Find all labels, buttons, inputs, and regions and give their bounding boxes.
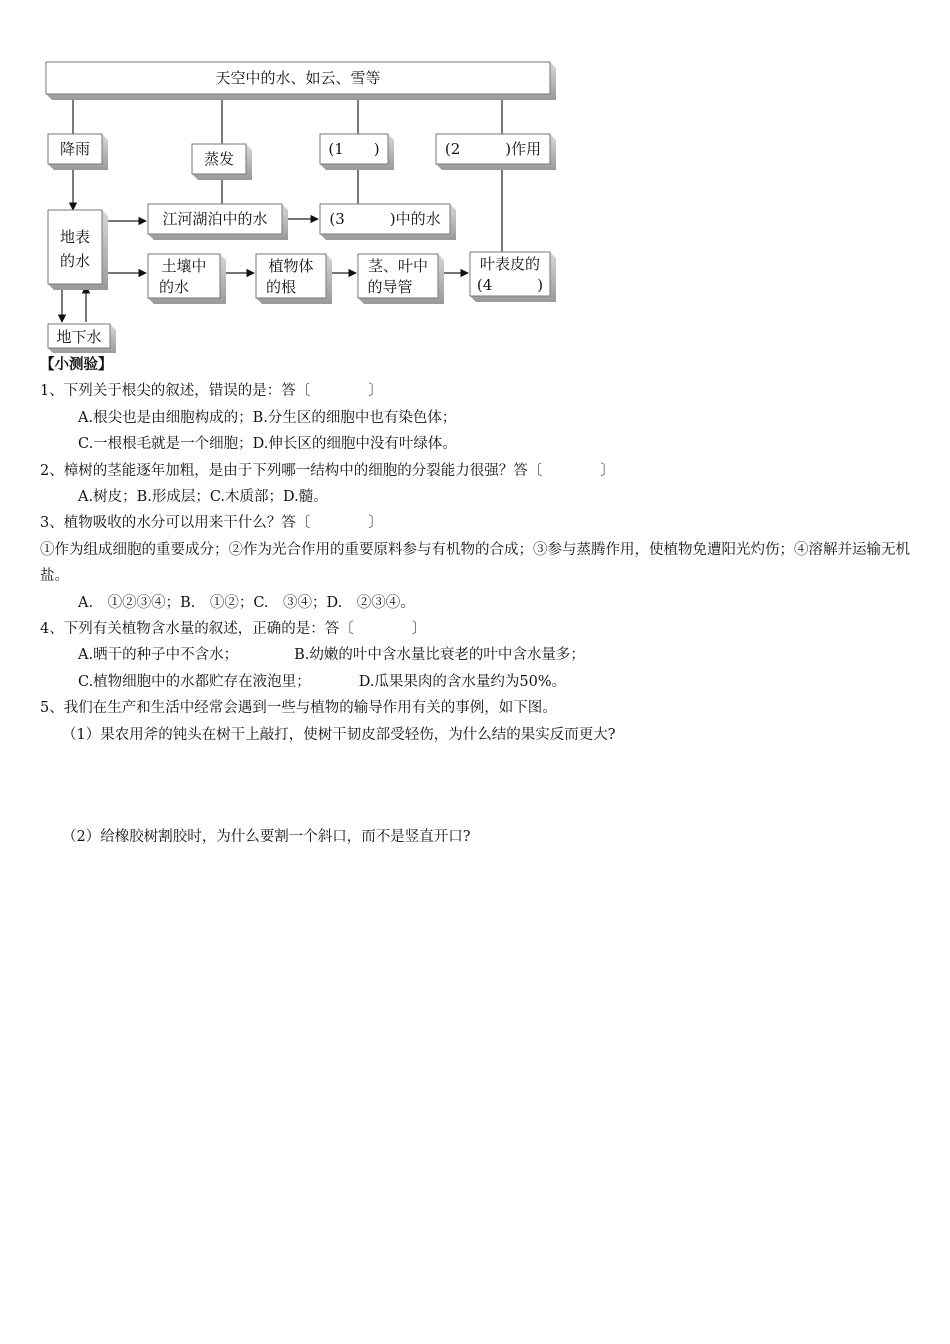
groundwater-box [48,324,116,353]
q4-options-cd [40,669,910,695]
q3-stem: 3、植物吸收的水分可以用来干什么？答〔 〕 [40,515,383,532]
blank-2-box [436,134,556,170]
evaporation-label: 蒸发 [203,150,235,168]
blank-1-box [320,134,394,170]
quiz-heading: 【小测验】 [40,357,113,373]
q4-option-b: B.幼嫩的叶中含水量比衰老的叶中含水量多； [294,647,585,664]
q4-option-d: D.瓜果果肉的含水量约为50%。 [358,673,567,690]
q2-options: A.树皮；B.形成层；C.木质部；D.髓。 [78,489,328,506]
surface-water-label-1: 地表 [59,228,91,246]
q5-sub-2: （2）给橡胶树割胶时，为什么要割一个斜口，而不是竖直开口? [62,829,471,846]
plant-root-label-2: 的根 [265,278,297,296]
groundwater-label: 地下水 [56,328,102,346]
q4-option-a: A.晒干的种子中不含水； [78,647,239,664]
q2-stem: 2、樟树的茎能逐年加粗，是由于下列哪一结构中的细胞的分裂能力很强？答〔 〕 [40,462,615,479]
sky-water-box [46,62,556,100]
q3-options: A. ①②③④；B. ①②；C. ③④；D. ②③④。 [78,594,415,611]
rain-box [48,134,108,170]
surface-water-box [48,210,108,290]
plant-root-box [256,254,332,304]
q1-options-2: C.一根根毛就是一个细胞；D.伸长区的细胞中没有叶绿体。 [78,436,457,453]
blank-1-label: (1 ) [328,140,380,158]
quiz-section [40,352,910,851]
q1-options-1: A.根尖也是由细胞构成的；B.分生区的细胞中也有染色体； [78,409,457,426]
evaporation-box [192,144,252,180]
rivers-lakes-box [148,204,288,240]
q4-options-ab [40,642,910,668]
sky-water-label: 天空中的水、如云、雪等 [215,69,381,87]
stem-vessel-label-1: 茎、叶中 [367,257,429,275]
stem-vessel-box [358,254,444,304]
q5-stem: 5、我们在生产和生活中经常会遇到一些与植物的输导作用有关的事例，如下图。 [40,700,557,717]
q4-stem: 4、下列有关植物含水量的叙述，正确的是：答〔 〕 [40,621,427,638]
leaf-epidermis-label-2: (4 ) [476,276,544,294]
soil-water-label-2: 的水 [158,278,190,296]
rivers-lakes-label: 江河湖泊中的水 [162,210,268,228]
stem-vessel-label-2: 的导管 [367,278,413,296]
plant-root-label-1: 植物体 [268,257,314,275]
q4-option-c: C.植物细胞中的水都贮存在液泡里； [78,673,311,690]
surface-water-label-2: 的水 [59,252,91,270]
blank-2-label: (2 )作用 [444,140,542,158]
q3-body: ①作为组成细胞的重要成分；②作为光合作用的重要原料参与有机物的合成；③参与蒸腾作用，使植物免遭阳光灼伤；④溶解并运输无机盐。 [40,541,910,585]
water-cycle-diagram [40,58,560,353]
blank-3-label: (3 )中的水 [329,210,441,228]
soil-water-label-1: 土壤中 [161,257,207,275]
soil-water-box [148,254,226,304]
blank-3-box [320,204,456,240]
q5-sub-1: （1）果农用斧的钝头在树干上敲打，使树干韧皮部受轻伤，为什么结的果实反而更大? [62,726,616,743]
rain-label: 降雨 [59,140,91,158]
q1-stem: 1、下列关于根尖的叙述，错误的是：答〔 〕 [40,383,383,400]
leaf-epidermis-box [470,252,556,302]
leaf-epidermis-label-1: 叶表皮的 [479,255,541,273]
